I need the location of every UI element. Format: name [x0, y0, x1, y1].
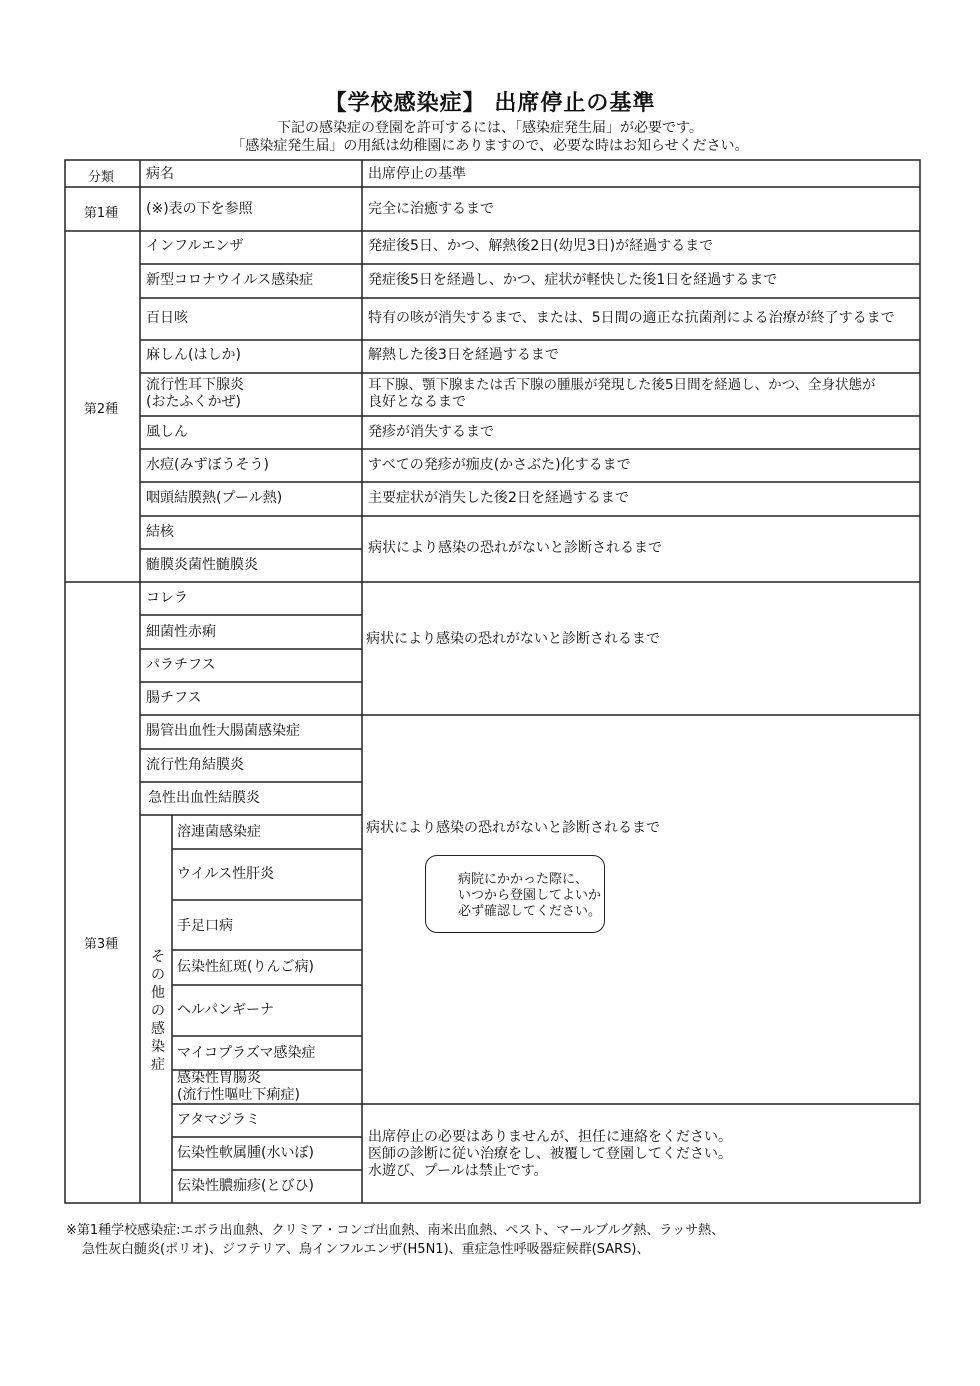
- cat3-other-4: 伝染性紅斑(りんご病): [177, 959, 314, 975]
- cat2-label: 第2種: [83, 402, 119, 417]
- callout-line-1: 病院にかかった際に、: [458, 872, 589, 887]
- cat2-criteria-4: 解熱した後3日を経過するまで: [368, 347, 559, 363]
- page-title: 【学校感染症】 出席停止の基準: [324, 91, 656, 116]
- cat2-disease-1: インフルエンザ: [146, 238, 244, 254]
- cat3-c-criteria-1: 出席停止の必要はありませんが、担任に連絡をください。: [368, 1129, 732, 1145]
- cat2-disease-9: 結核: [146, 524, 174, 540]
- other-diseases-label: その他の感染症: [151, 949, 165, 1073]
- cat2-criteria-5-cont: 良好となるまで: [368, 394, 466, 410]
- callout-line-3: 必ず確認してください。: [458, 904, 602, 919]
- cat2-disease-10: 髄膜炎菌性髄膜炎: [146, 557, 258, 573]
- cat3-a-criteria: 病状により感染の恐れがないと診断されるまで: [366, 631, 660, 647]
- header-category: 分類: [87, 170, 114, 185]
- subtitle-line-1: 下記の感染症の登園を許可するには、「感染症発生届」が必要です。: [277, 120, 703, 136]
- cat1-disease: (※)表の下を参照: [146, 201, 253, 217]
- cat3-label: 第3種: [83, 937, 119, 952]
- cat2-disease-2: 新型コロナウイルス感染症: [146, 272, 314, 288]
- footnote-line-2: 急性灰白髄炎(ポリオ)、ジフテリア、鳥インフルエンザ(H5N1)、重症急性呼吸器症候群(SARS)、: [82, 1242, 650, 1257]
- cat3-c-disease-2: 伝染性軟属腫(水いぼ): [177, 1145, 314, 1161]
- cat2-group-criteria: 病状により感染の恐れがないと診断されるまで: [368, 540, 662, 556]
- cat2-disease-4: 麻しん(はしか): [146, 347, 241, 363]
- cat2-disease-8: 咽頭結膜熱(プール熱): [146, 490, 283, 506]
- cat2-criteria-6: 発疹が消失するまで: [368, 424, 494, 440]
- cat2-criteria-8: 主要症状が消失した後2日を経過するまで: [368, 490, 629, 506]
- cat3-other-5: ヘルパンギーナ: [177, 1002, 275, 1018]
- footnote-line-1: ※第1種学校感染症:エボラ出血熱、クリミア・コンゴ出血熱、南米出血熱、ペスト、マールブルグ熱、ラッサ熱、: [66, 1223, 725, 1238]
- cat3-a-disease-4: 腸チフス: [146, 690, 202, 706]
- cat2-criteria-5: 耳下腺、顎下腺または舌下腺の腫脹が発現した後5日間を経過し、かつ、全身状態が: [368, 377, 876, 393]
- cat3-other-2: ウイルス性肝炎: [177, 866, 275, 882]
- callout-note: [425, 855, 605, 933]
- cat2-disease-6: 風しん: [146, 424, 188, 440]
- cat3-b-disease-2: 流行性角結膜炎: [146, 757, 244, 773]
- subtitle-line-2: 「感染症発生届」の用紙は幼稚園にありますので、必要な時はお知らせください。: [231, 138, 749, 154]
- callout-line-2: いつから登園してよいか: [458, 888, 602, 903]
- cat3-a-disease-3: パラチフス: [146, 657, 216, 673]
- cat3-other-1: 溶連菌感染症: [177, 824, 261, 840]
- cat3-a-disease-2: 細菌性赤痢: [146, 624, 216, 640]
- cat2-disease-7: 水痘(みずぼうそう): [146, 457, 269, 473]
- cat3-b-disease-3: 急性出血性結膜炎: [148, 790, 260, 806]
- cat3-c-criteria-3: 水遊び、プールは禁止です。: [368, 1163, 548, 1179]
- cat2-disease-5: 流行性耳下腺炎: [146, 377, 244, 393]
- cat2-criteria-1: 発症後5日、かつ、解熱後2日(幼児3日)が経過するまで: [368, 238, 714, 254]
- cat3-a-disease-1: コレラ: [146, 590, 188, 606]
- cat3-other-6: マイコプラズマ感染症: [177, 1045, 316, 1061]
- header-disease: 病名: [146, 166, 174, 182]
- cat3-other-3: 手足口病: [177, 918, 233, 934]
- cat1-criteria: 完全に治癒するまで: [368, 201, 494, 217]
- cat3-other-7-reading: (流行性嘔吐下痢症): [177, 1087, 300, 1103]
- cat2-disease-5-reading: (おたふくかぜ): [146, 394, 241, 410]
- cat2-criteria-7: すべての発疹が痂皮(かさぶた)化するまで: [368, 457, 631, 473]
- cat3-c-disease-3: 伝染性膿痂疹(とびひ): [177, 1178, 314, 1194]
- cat2-criteria-3: 特有の咳が消失するまで、または、5日間の適正な抗菌剤による治療が終了するまで: [368, 310, 895, 326]
- cat3-b-criteria: 病状により感染の恐れがないと診断されるまで: [366, 820, 660, 836]
- cat1-label: 第1種: [83, 206, 119, 221]
- cat2-disease-3: 百日咳: [146, 310, 188, 326]
- cat3-other-7: 感染性胃腸炎: [177, 1070, 261, 1086]
- header-criteria: 出席停止の基準: [368, 166, 466, 182]
- cat3-c-criteria-2: 医師の診断に従い治療をし、被覆して登園してください。: [368, 1146, 732, 1162]
- cat3-b-disease-1: 腸管出血性大腸菌感染症: [146, 723, 300, 739]
- cat2-criteria-2: 発症後5日を経過し、かつ、症状が軽快した後1日を経過するまで: [368, 272, 778, 288]
- cat3-c-disease-1: アタマジラミ: [177, 1112, 261, 1128]
